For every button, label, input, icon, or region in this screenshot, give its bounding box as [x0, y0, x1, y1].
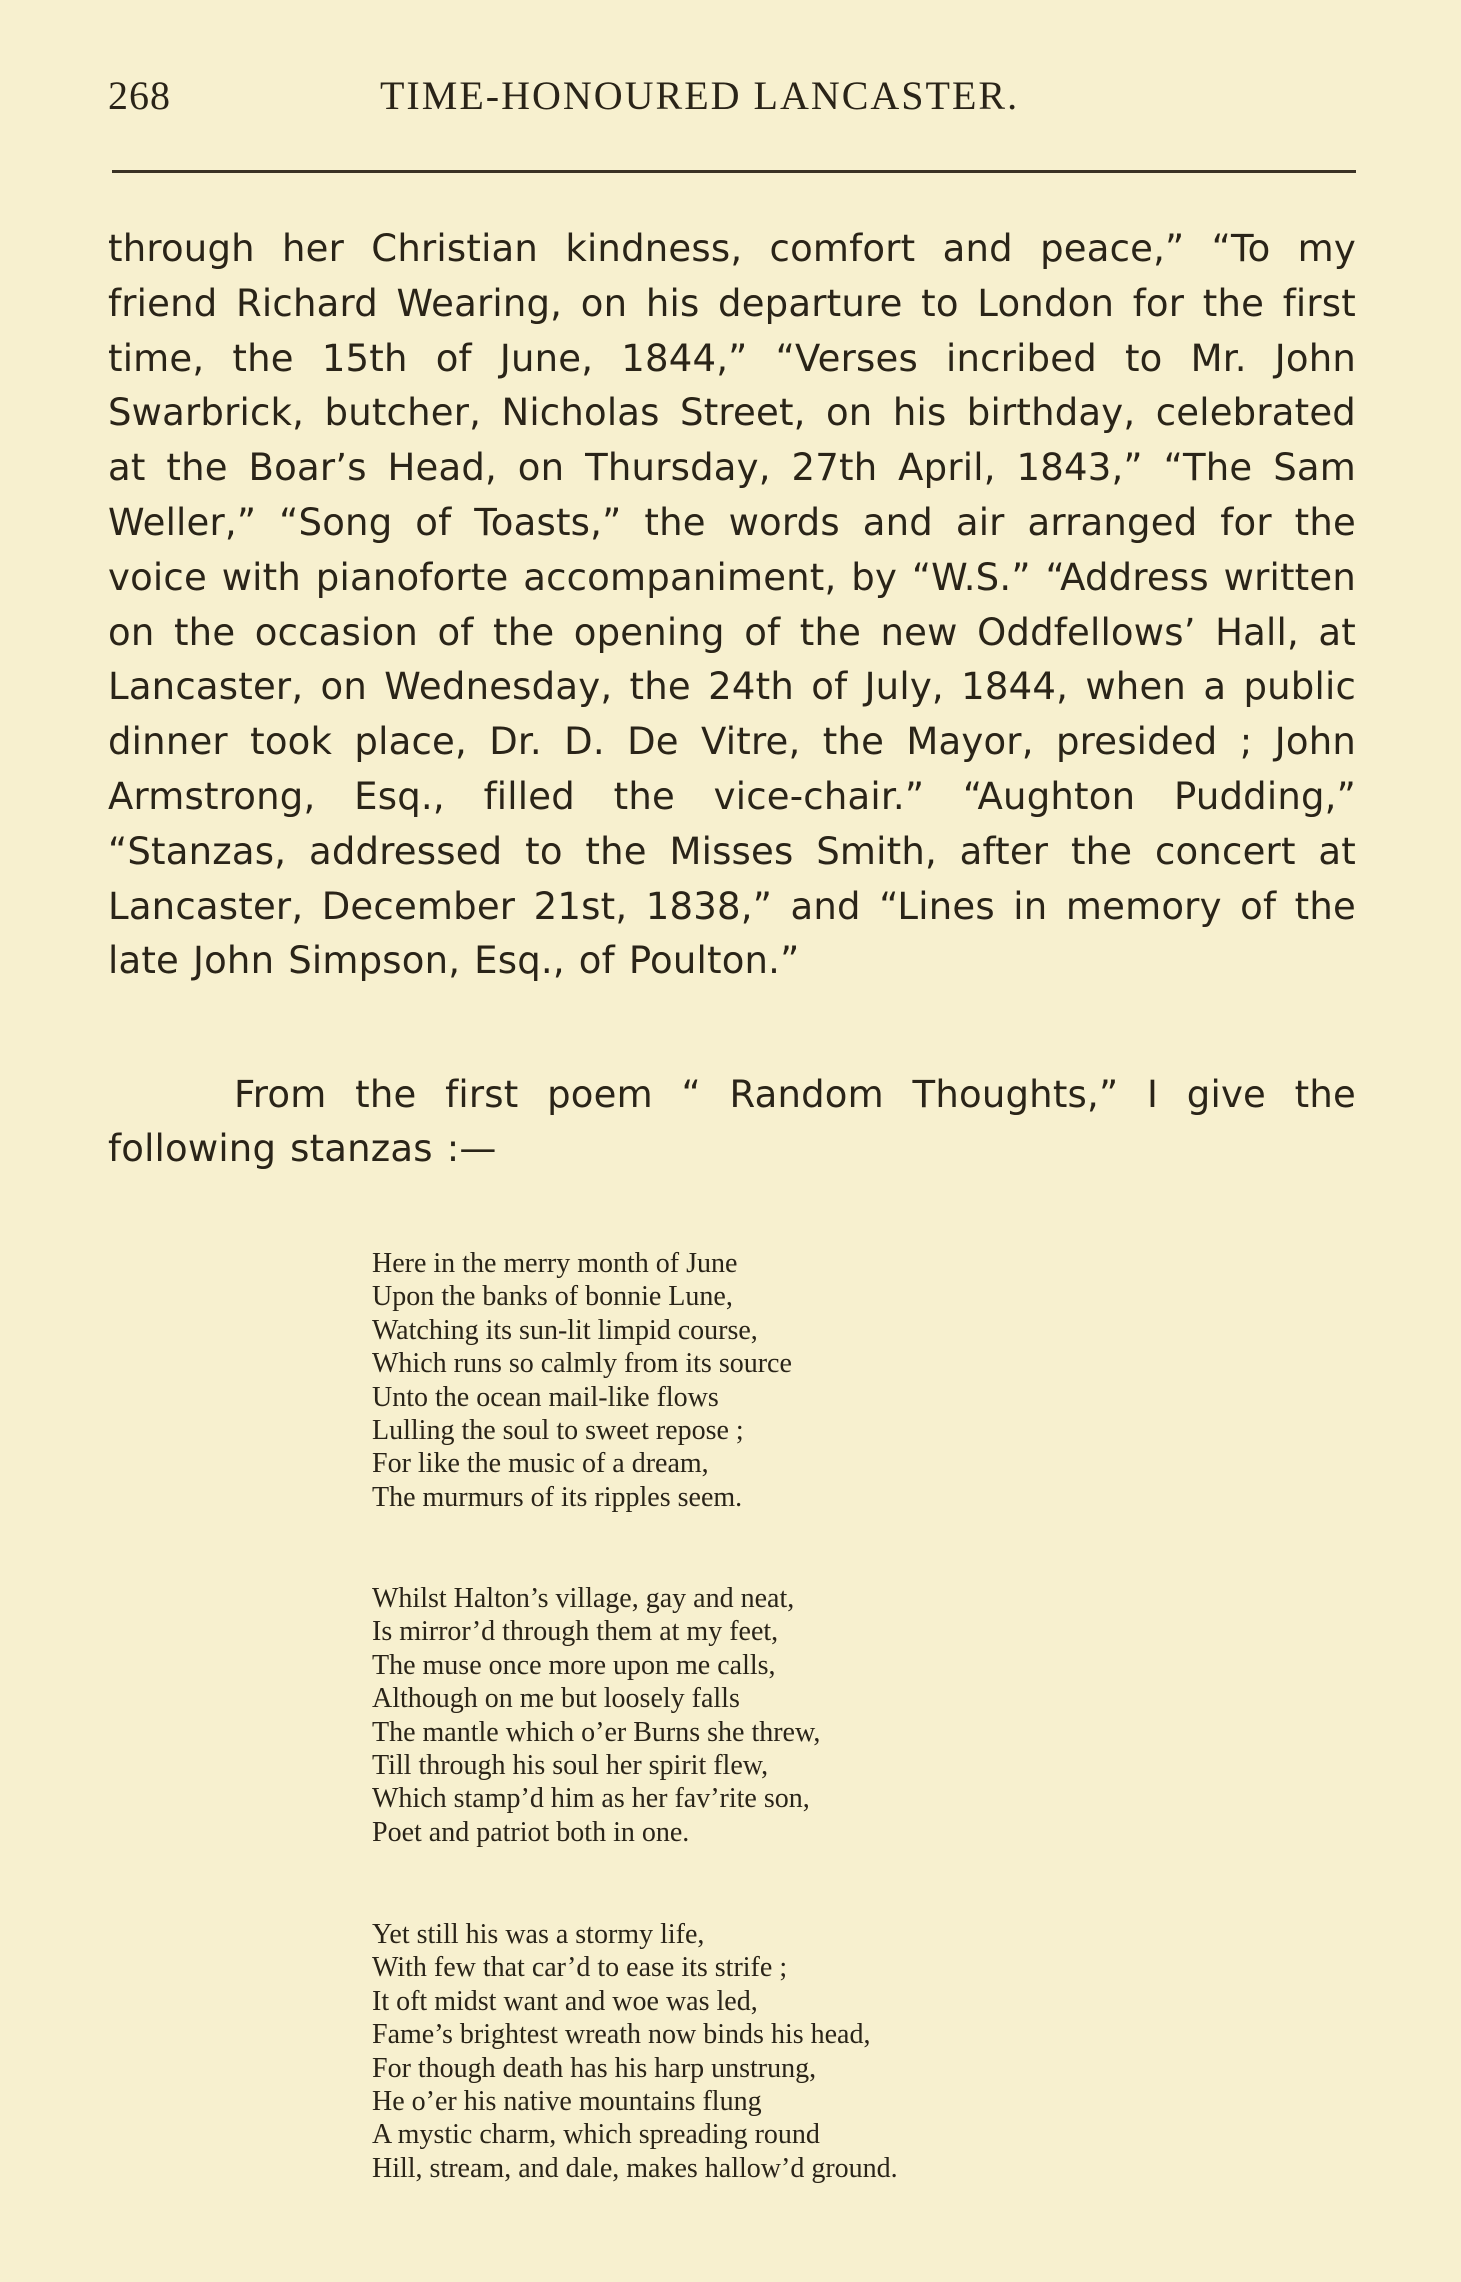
poem-line: A mystic charm, which spreading round	[372, 2119, 820, 2151]
intro-paragraph	[108, 1068, 1356, 1176]
poem-line: Here in the merry month of June	[372, 1248, 738, 1279]
poem-line: Unto the ocean mail-like flows	[372, 1381, 719, 1413]
page-number: 268	[108, 73, 171, 118]
poem-line: The murmurs of its ripples seem.	[372, 1481, 743, 1513]
page-header	[108, 64, 1356, 134]
poem-line: The muse once more upon me calls,	[372, 1649, 776, 1681]
poem-line: The mantle which o’er Burns she threw,	[372, 1716, 821, 1748]
body-paragraph	[108, 222, 1356, 989]
poem-stanza-1	[372, 1247, 1132, 1514]
poem-line: For though death has his harp unstrung,	[372, 2052, 817, 2084]
poem-line: Upon the banks of bonnie Lune,	[372, 1281, 733, 1313]
poem-line: Fame’s brightest wreath now binds his head,	[372, 2019, 871, 2051]
poem-line: Poet and patriot both in one.	[372, 1816, 690, 1848]
poem-stanza-2	[372, 1582, 1132, 1849]
intro-text: From the first poem “ Random Thoughts,” I give the following stanzas :—	[108, 1073, 1356, 1170]
poem-line: Hill, stream, and dale, makes hallow’d ground.	[372, 2152, 898, 2184]
paragraph-text: through her Christian kindness, comfort and peace,” “To my friend Richard Wearing, on his departure to London for the first time, the 15th of June, 1844,” “Verses incribed to Mr. John Swarbrick, butcher, Nicholas Street, on his birthday, celebrated at the Boar’s Head, on Thursday, 27th April, 1843,” “The Sam Weller,” “Song of Toasts,” the words and air arranged for the voice with pianoforte accompaniment, by “W.S.” “Address written on the occasion of the opening of the new Oddfellows’ Hall, at Lancaster, on Wednesday, the 24th of July, 1844, when a public dinner took place, Dr. D. De Vitre, the Mayor, presided ; John Armstrong, Esq., filled the vice-chair.” “Aughton Pudding,” “Stanzas, addressed to the Misses Smith, after the concert at Lancaster, December 21st, 1838,” and “Lines in memory of the late John Simpson, Esq., of Poulton.”	[108, 227, 1356, 983]
poem-line: For like the music of a dream,	[372, 1448, 709, 1480]
poem-line: Watching its sun-lit limpid course,	[372, 1314, 758, 1346]
poem-line: Although on me but loosely falls	[372, 1683, 740, 1715]
poem-line: It oft midst want and woe was led,	[372, 1985, 758, 2017]
poem-line: Is mirror’d through them at my feet,	[372, 1616, 779, 1648]
poem-line: With few that car’d to ease its strife ;	[372, 1952, 788, 1984]
poem-line: Lulling the soul to sweet repose ;	[372, 1415, 744, 1447]
poem-line: Yet still his was a stormy life,	[372, 1919, 705, 1950]
poem-line: Whilst Halton’s village, gay and neat,	[372, 1583, 795, 1614]
poem-line: Which runs so calmly from its source	[372, 1348, 792, 1380]
poem-line: Which stamp’d him as her fav’rite son,	[372, 1783, 810, 1815]
running-title: TIME-HONOURED LANCASTER.	[380, 73, 1020, 118]
poem-line: Till through his soul her spirit flew,	[372, 1750, 769, 1782]
poem-stanza-3	[372, 1918, 1132, 2185]
header-rule	[112, 170, 1356, 173]
poem-line: He o’er his native mountains flung	[372, 2086, 762, 2118]
